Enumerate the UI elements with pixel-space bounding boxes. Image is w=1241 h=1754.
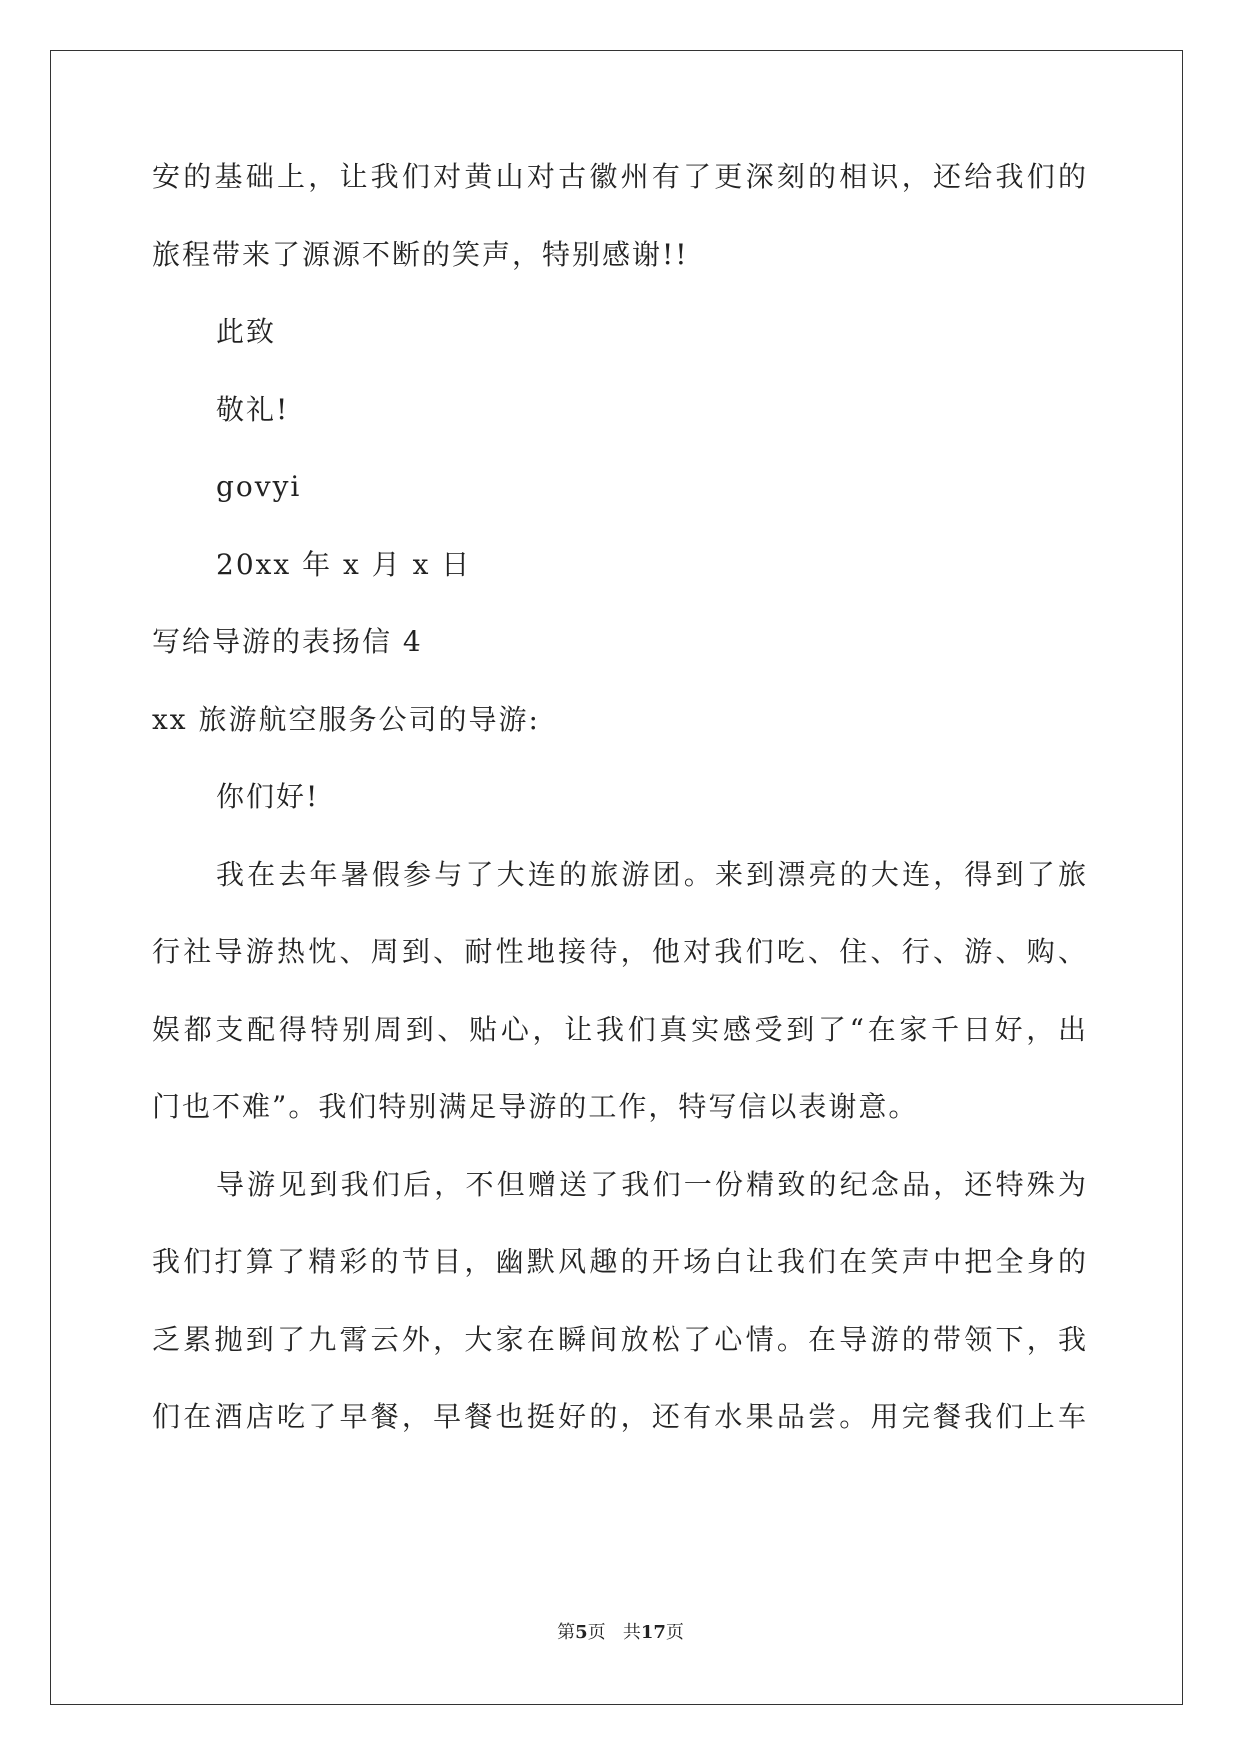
total-page-count: 17 [640, 1622, 666, 1643]
body-line: 我在去年暑假参与了大连的旅游团。来到漂亮的大连，得到了旅 [216, 857, 1088, 891]
body-line: 门也不难”。我们特别满足导游的工作，特写信以表谢意。 [152, 1090, 919, 1123]
signature-name: govyi [216, 470, 302, 503]
document-body [152, 160, 1088, 1481]
closing-regards: 敬礼! [216, 392, 290, 426]
current-page-number: 5 [575, 1622, 588, 1643]
body-line: 乏累抛到了九霄云外，大家在瞬间放松了心情。在导游的带领下，我 [152, 1322, 1088, 1356]
letter-recipient: xx 旅游航空服务公司的导游: [152, 702, 540, 736]
body-line: 们在酒店吃了早餐，早餐也挺好的，还有水果品尝。用完餐我们上车 [152, 1400, 1088, 1433]
footer-total-suffix: 页 [665, 1622, 684, 1643]
body-line: 导游见到我们后，不但赠送了我们一份精致的纪念品，还特殊为 [216, 1167, 1088, 1201]
body-line: 行社导游热忱、周到、耐性地接待，他对我们吃、住、行、游、购、 [152, 935, 1088, 968]
body-line: 安的基础上，让我们对黄山对古徽州有了更深刻的相识，还给我们的 [152, 160, 1088, 193]
body-line: 娱都支配得特别周到、贴心，让我们真实感受到了“在家千日好，出 [152, 1012, 1088, 1046]
body-line: 我们打算了精彩的节目，幽默风趣的开场白让我们在笑声中把全身的 [152, 1245, 1088, 1278]
signature-date: 20xx 年 x 月 x 日 [216, 547, 472, 581]
letter-title: 写给导游的表扬信 4 [152, 625, 423, 658]
closing-salutation: 此致 [216, 315, 277, 348]
footer-total-prefix: 共 [622, 1622, 641, 1643]
letter-greeting: 你们好! [216, 780, 320, 813]
footer-page-suffix: 页 [587, 1622, 606, 1643]
footer-prefix: 第 [557, 1622, 576, 1643]
page-footer [0, 1623, 1241, 1643]
body-line: 旅程带来了源源不断的笑声，特别感谢!! [152, 237, 689, 271]
